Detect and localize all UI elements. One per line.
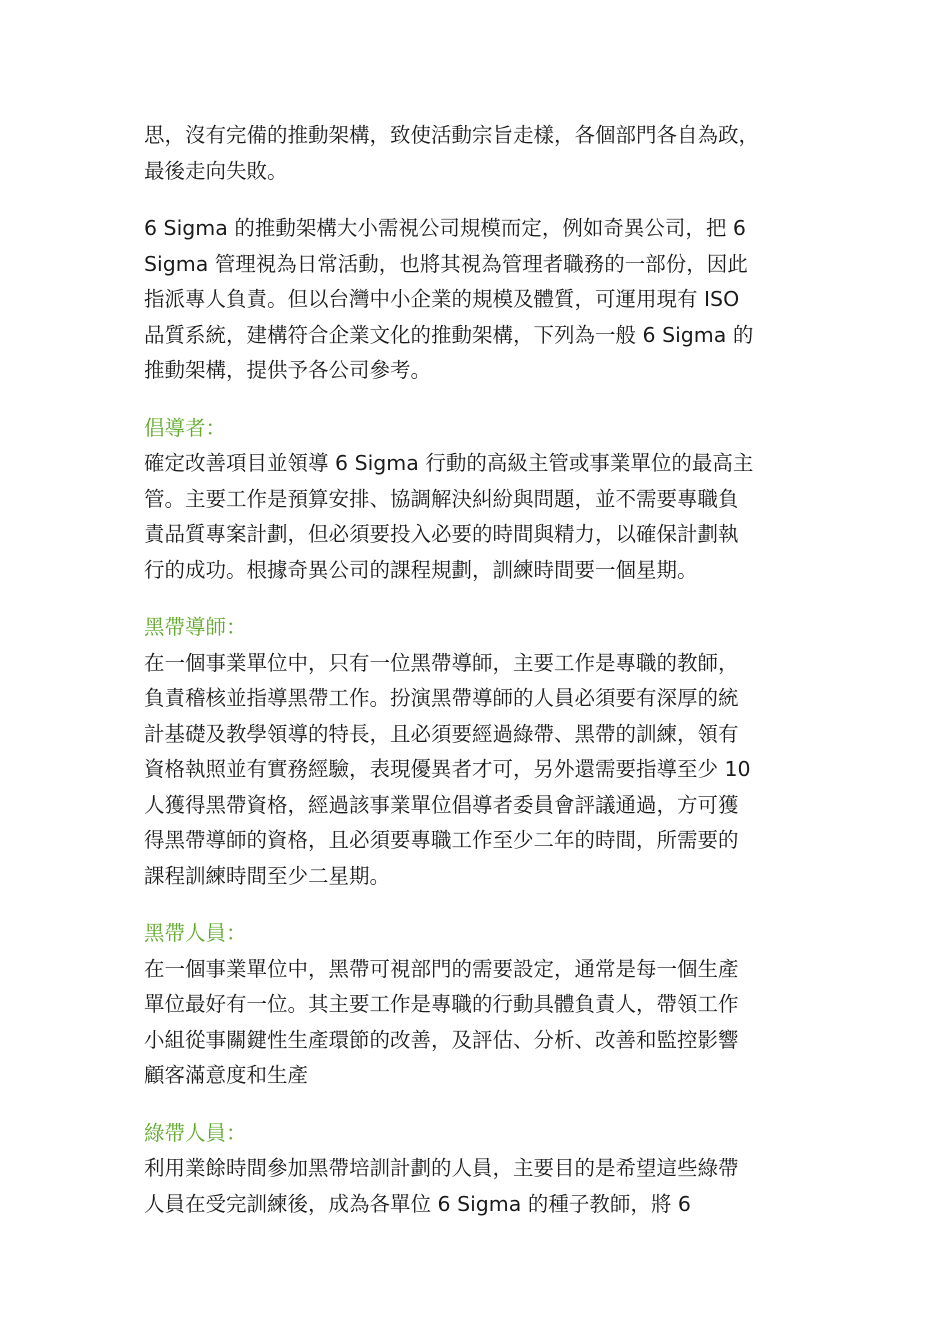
section-heading: 黑帶人員： bbox=[144, 921, 247, 945]
section-black-belt bbox=[144, 916, 816, 1094]
section-heading: 綠帶人員： bbox=[144, 1120, 247, 1145]
paragraph-line: 最後走向失敗。 bbox=[144, 158, 288, 183]
section-champion bbox=[144, 411, 816, 589]
paragraph-line: 在一個事業單位中，只有一位黑帶導師，主要工作是專職的教師， bbox=[144, 650, 739, 675]
section-master-black-belt bbox=[144, 610, 816, 894]
intro-paragraph bbox=[144, 118, 816, 189]
paragraph-line: 在一個事業單位中，黑帶可視部門的需要設定，通常是每一個生產 bbox=[144, 956, 739, 981]
paragraph-line: 推動架構，提供予各公司參考。 bbox=[144, 358, 431, 382]
paragraph-line: 思，沒有完備的推動架構，致使活動宗旨走樣，各個部門各自為政， bbox=[144, 123, 759, 147]
paragraph-line: 確定改善項目並領導 6 Sigma 行動的高級主管或事業單位的最高主 bbox=[144, 451, 754, 475]
paragraph-line: 資格執照並有實務經驗，表現優異者才可，另外還需要指導至少 10 bbox=[144, 757, 751, 781]
structure-paragraph bbox=[144, 211, 816, 389]
section-green-belt bbox=[144, 1116, 816, 1223]
paragraph-line: 單位最好有一位。其主要工作是專職的行動具體負責人，帶領工作 bbox=[144, 992, 739, 1016]
section-heading: 倡導者： bbox=[144, 415, 226, 440]
paragraph-line: 課程訓練時間至少二星期。 bbox=[144, 863, 390, 888]
paragraph-line: 人獲得黑帶資格，經過該事業單位倡導者委員會評議通過，方可獲 bbox=[144, 792, 739, 817]
section-heading: 黑帶導師： bbox=[144, 615, 247, 639]
paragraph-line: 6 Sigma 的推動架構大小需視公司規模而定，例如奇異公司，把 6 bbox=[144, 216, 746, 240]
paragraph-line: 得黑帶導師的資格，且必須要專職工作至少二年的時間，所需要的 bbox=[144, 828, 739, 852]
paragraph-line: 利用業餘時間參加黑帶培訓計劃的人員，主要目的是希望這些綠帶 bbox=[144, 1156, 739, 1180]
paragraph-line: 責品質專案計劃，但必須要投入必要的時間與精力，以確保計劃執 bbox=[144, 522, 739, 546]
paragraph-line: 顧客滿意度和生產 bbox=[144, 1063, 308, 1087]
paragraph-line: 指派專人負責。但以台灣中小企業的規模及體質，可運用現有 ISO bbox=[144, 287, 740, 311]
paragraph-line: 計基礎及教學領導的特長，且必須要經過綠帶、黑帶的訓練，領有 bbox=[144, 721, 739, 746]
paragraph-line: 行的成功。根據奇異公司的課程規劃，訓練時間要一個星期。 bbox=[144, 557, 698, 582]
document-page bbox=[144, 118, 816, 1222]
paragraph-line: 人員在受完訓練後，成為各單位 6 Sigma 的種子教師，將 6 bbox=[144, 1191, 691, 1216]
paragraph-line: 小組從事關鍵性生產環節的改善，及評估、分析、改善和監控影響 bbox=[144, 1027, 739, 1052]
paragraph-line: 品質系統，建構符合企業文化的推動架構，下列為一般 6 Sigma 的 bbox=[144, 322, 754, 347]
paragraph-line: 管。主要工作是預算安排、協調解決糾紛與問題，並不需要專職負 bbox=[144, 486, 739, 511]
paragraph-line: 負責稽核並指導黑帶工作。扮演黑帶導師的人員必須要有深厚的統 bbox=[144, 686, 739, 710]
paragraph-line: Sigma 管理視為日常活動，也將其視為管理者職務的一部份，因此 bbox=[144, 251, 748, 276]
